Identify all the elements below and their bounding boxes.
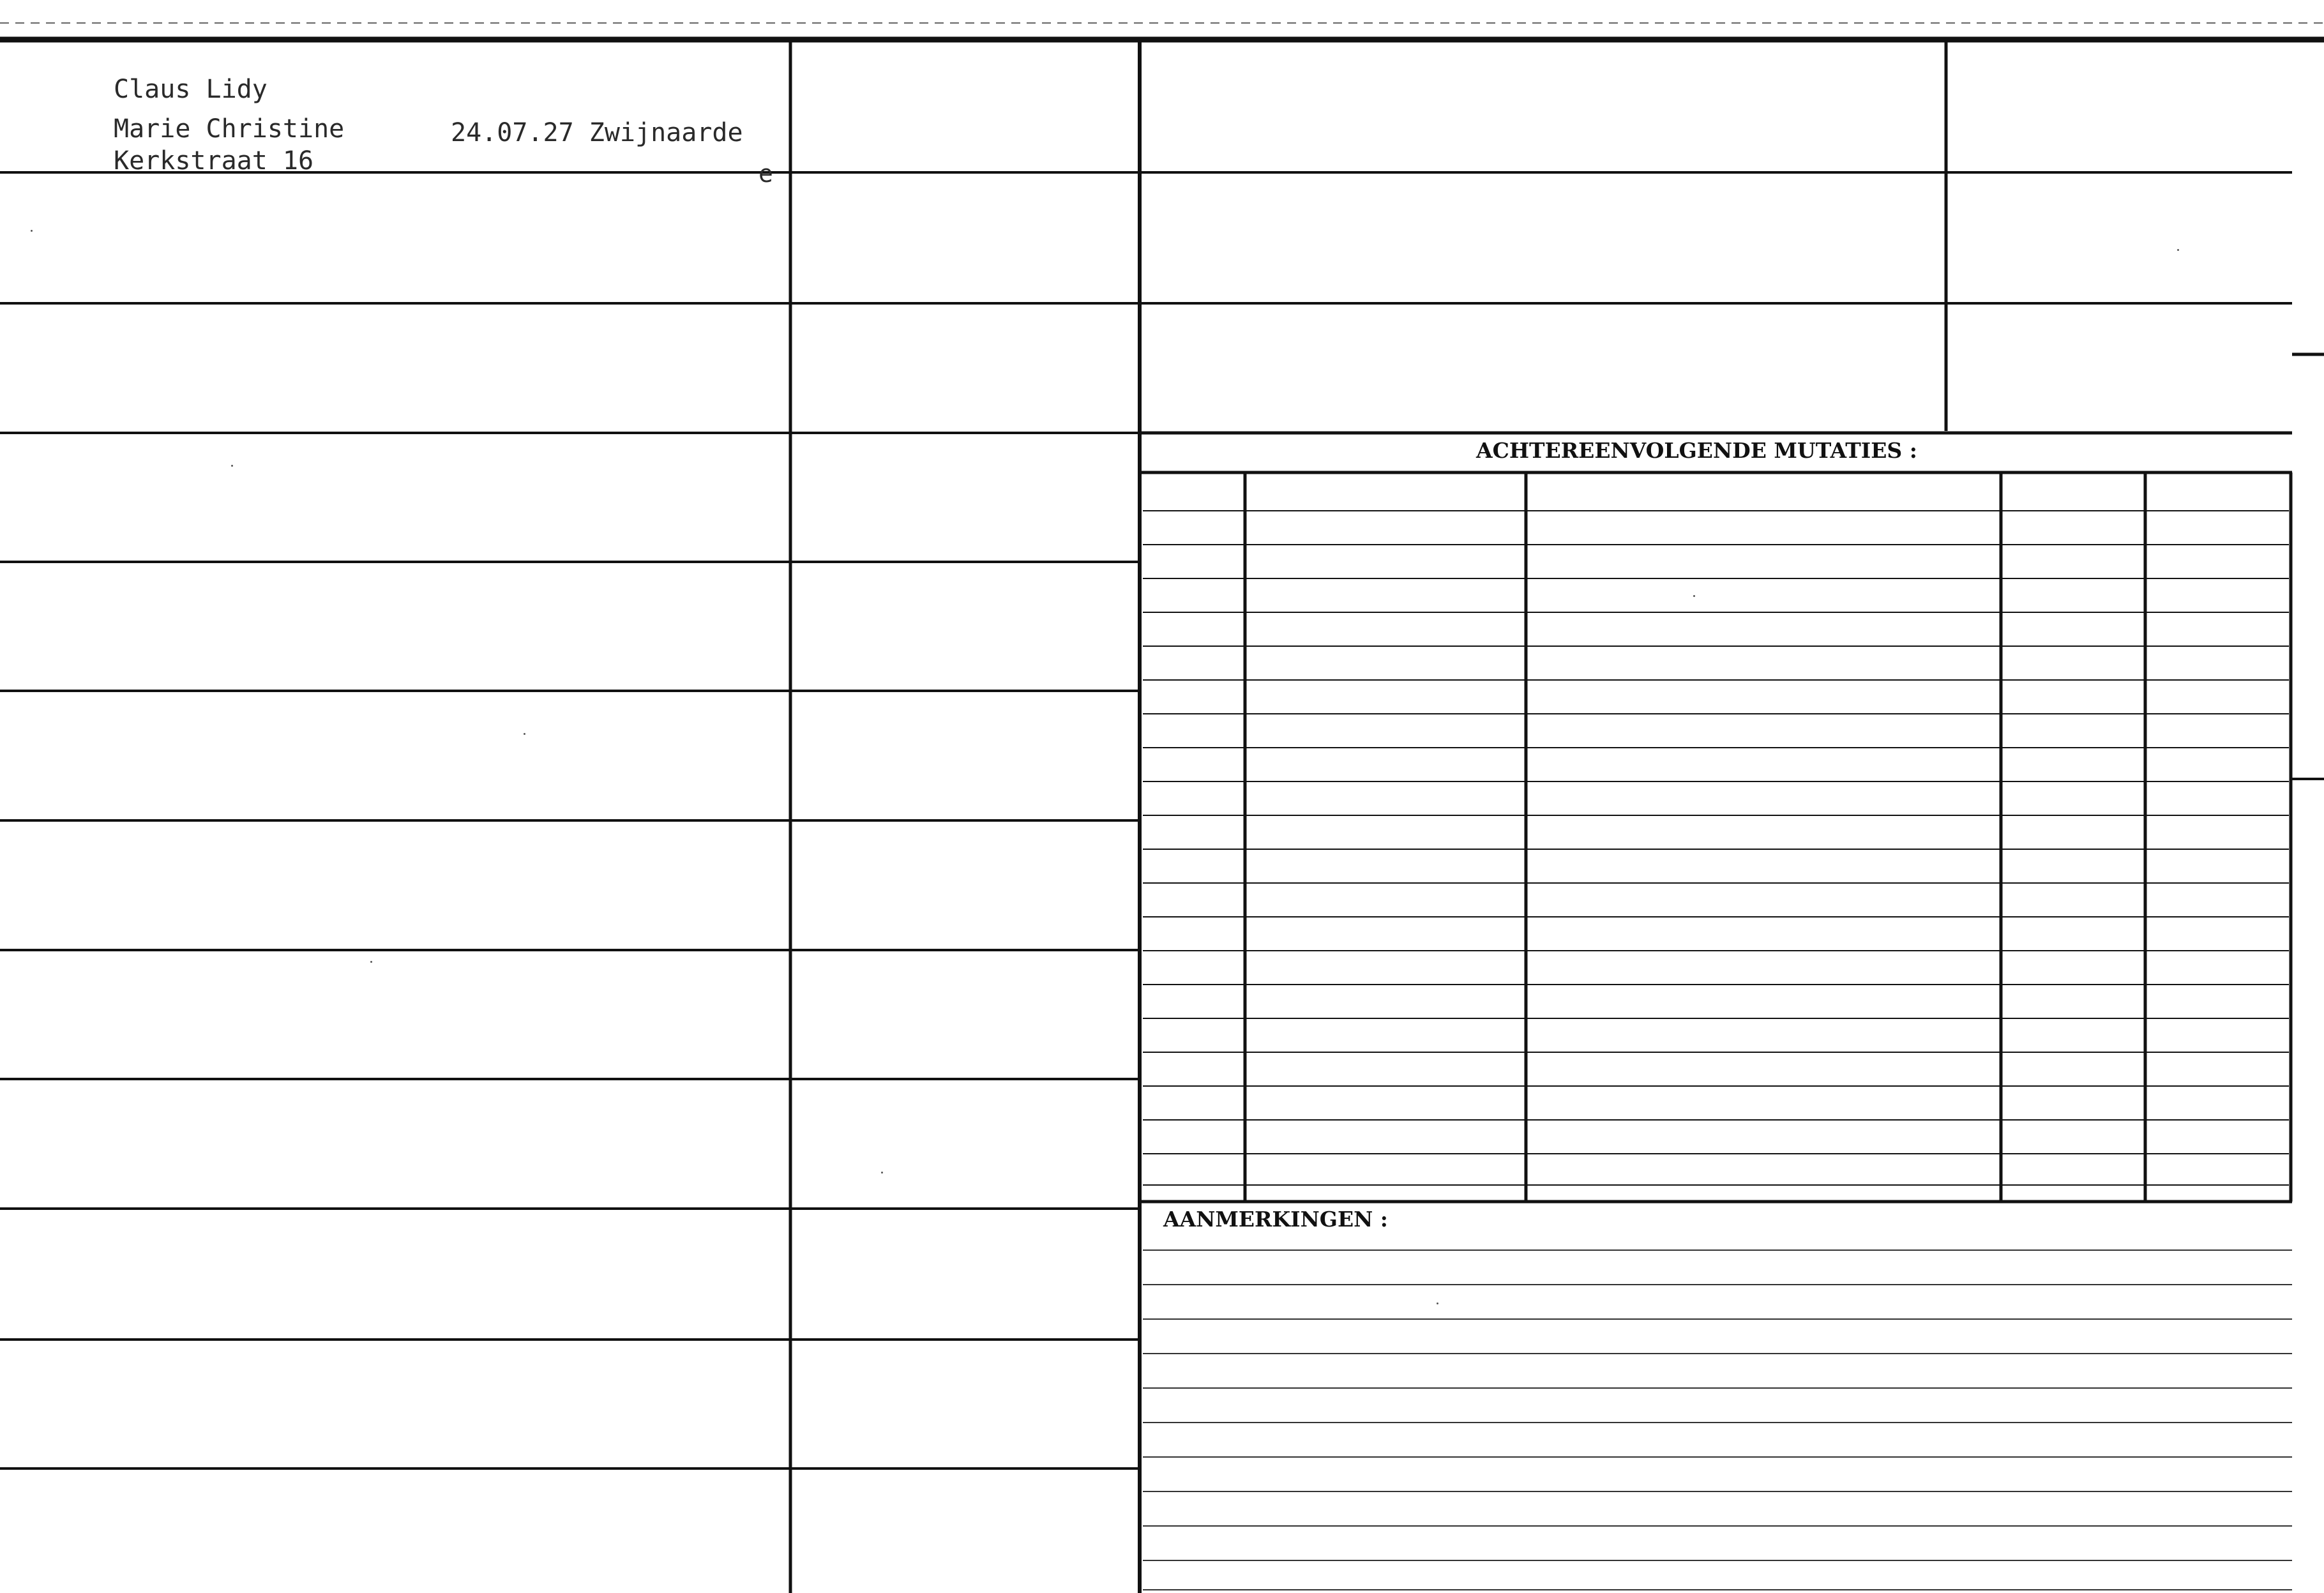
scan-speck bbox=[231, 465, 233, 467]
margin-mark: e bbox=[758, 160, 773, 188]
second-name-line: Marie Christine bbox=[114, 114, 345, 144]
scan-speck bbox=[31, 230, 33, 232]
remarks-lines bbox=[1143, 1250, 2292, 1590]
scan-speck bbox=[370, 961, 372, 963]
mutations-table-frame bbox=[1140, 472, 2292, 1202]
left-rows bbox=[0, 172, 1140, 1468]
left-columns bbox=[790, 42, 1140, 1593]
remarks-heading: AANMERKINGEN : bbox=[1163, 1207, 1388, 1232]
mutations-heading: ACHTEREENVOLGENDE MUTATIES : bbox=[1476, 438, 1917, 463]
scan-speck bbox=[2177, 249, 2179, 251]
mutations-table-rows bbox=[1143, 511, 2289, 1185]
scan-speck bbox=[1693, 595, 1695, 597]
birth-date-place: 24.07.27 Zwijnaarde bbox=[451, 118, 743, 147]
scan-speck bbox=[524, 733, 525, 735]
scan-speck bbox=[1437, 1302, 1438, 1304]
scan-speck bbox=[881, 1172, 883, 1174]
address-line: Kerkstraat 16 bbox=[114, 146, 314, 176]
top-rule bbox=[0, 23, 2324, 40]
name-line: Claus Lidy bbox=[114, 75, 268, 104]
